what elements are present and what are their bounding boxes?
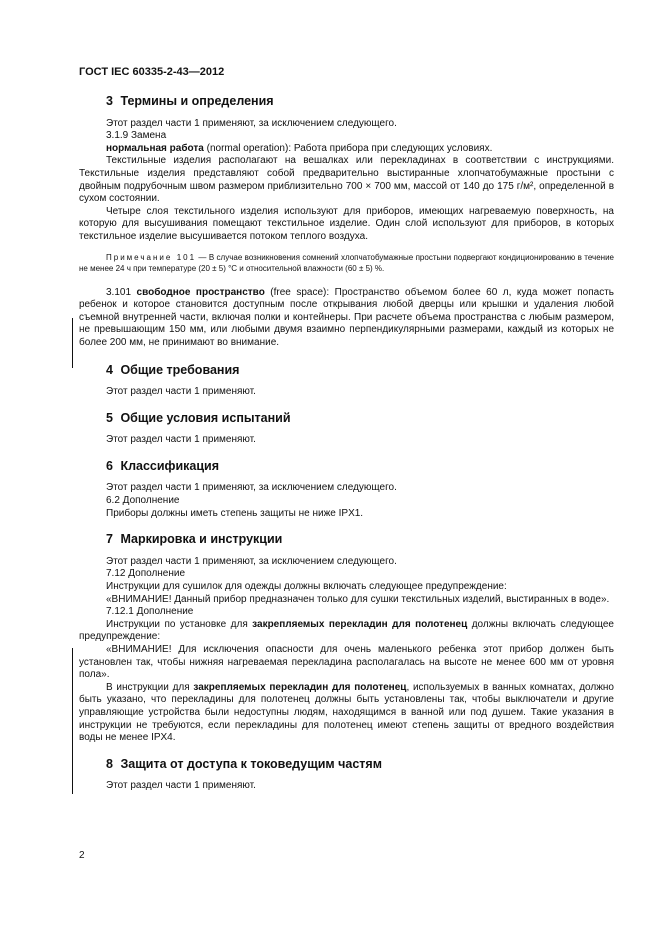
text-run: В инструкции для [106, 681, 194, 693]
section-4-body [79, 386, 614, 399]
section-number: 5 [106, 410, 113, 425]
definition-3-101 [79, 287, 614, 350]
paragraph: Текстильные изделия располагают на вешалках или перекладинах в соответствии с инструкциями. Текстильные изделия представляют собой предварительно выстиранные хлопчатобумажные простыни с двойным подрубочным швом размером приблизительно 700 × 700 мм, массой от 140 до 175 г/м², определенной в сухом состоянии. [79, 155, 614, 205]
page-number: 2 [79, 850, 85, 861]
section-6-body [79, 482, 614, 520]
section-title: Классификация [120, 458, 220, 473]
paragraph: Четыре слоя текстильного изделия используют для приборов, имеющих нагреваемую поверхность, на которую для высушивания помещают текстильное изделие. Один слой используют для приборов, в которых текстильное изделие высушивается потоком теплого воздуха. [79, 205, 614, 242]
paragraph: Этот раздел части 1 применяют, за исключением следующего. [106, 117, 397, 129]
section-title: Защита от доступа к токоведущим частям [120, 756, 382, 771]
subclause-heading: 6.2 Дополнение [106, 495, 180, 507]
section-number: 7 [106, 532, 113, 547]
paragraph: Этот раздел части 1 применяют. [106, 434, 256, 446]
term-text: (normal operation): Работа прибора при следующих условиях. [203, 142, 493, 154]
subclause-heading: 7.12.1 Дополнение [106, 606, 194, 618]
paragraph: Инструкции для сушилок для одежды должны включать следующее предупреждение: [106, 581, 507, 593]
change-bar [72, 648, 73, 794]
term-name: свободное пространство [136, 286, 265, 298]
paragraph: Этот раздел части 1 применяют. [106, 780, 256, 792]
paragraph: Приборы должны иметь степень защиты не ниже IPX1. [106, 507, 364, 519]
text-run: , используемых в ванных комнатах, должно быть указано, что перекладины для полотенец должны быть установлены так, чтобы выключатели и другие управляющие устройства были недоступны людям, находящимся в ванной или под душем. Такие указания в инструкции не требуются, если перекладины для полотенец имеют степень защиты от вредного воздействия воды не менее IPX4. [79, 681, 614, 744]
section-title: Маркировка и инструкции [120, 532, 283, 547]
paragraph: Этот раздел части 1 применяют, за исключением следующего. [106, 555, 397, 567]
clause-number: 3.101 [106, 286, 132, 298]
section-title: Общие требования [120, 362, 240, 377]
note-label: Примечание 101 [106, 252, 197, 262]
section-7-heading [79, 533, 614, 546]
subclause-heading: 7.12 Дополнение [106, 568, 186, 580]
section-title: Термины и определения [120, 94, 274, 108]
subclause-heading: 3.1.9 Замена [106, 130, 167, 142]
paragraph: Этот раздел части 1 применяют. [106, 386, 256, 398]
term-name: закрепляемых перекладин для полотенец [193, 681, 407, 693]
note [79, 252, 614, 274]
section-3-heading [79, 95, 614, 108]
section-8-body [79, 780, 614, 793]
section-title: Общие условия испытаний [120, 410, 291, 425]
section-number: 8 [106, 756, 113, 771]
section-number: 3 [106, 94, 113, 108]
change-bar [72, 318, 73, 368]
term-name: нормальная работа [106, 142, 204, 154]
warning-text: «ВНИМАНИЕ! Для исключения опасности для очень маленького ребенка этот прибор должен быть установлен так, чтобы нижняя нагреваемая перекладина располагалась на высоте не менее 600 мм от уровня пола». [79, 644, 614, 681]
text-run: должны включать следующее предупреждение: [79, 618, 614, 643]
section-number: 6 [106, 458, 113, 473]
section-7-body [79, 556, 614, 745]
note-text: — В случае возникновения сомнений хлопчатобумажные простыни подвергают кондиционированию в течение не менее 24 ч при температуре (20 ± 5) °С и относительной влажности (60 ± 5) %. [79, 252, 615, 273]
section-5-body [79, 434, 614, 447]
paragraph [79, 682, 614, 745]
document-body [79, 95, 614, 793]
paragraph [79, 619, 614, 644]
section-8-heading [79, 758, 614, 771]
term-definition [79, 143, 614, 156]
section-5-heading [79, 412, 614, 425]
section-4-heading [79, 364, 614, 377]
term-name: закрепляемых перекладин для полотенец [252, 618, 468, 630]
term-text: (free space): Пространство объемом более 60 л, куда может попасть ребенок и которое становится доступным после открывания любой дверцы или крышки и удаления любой съемной внутренней части, включая полки и контейнеры. При расчете объема пространства с любым размером, не превышающим 150 мм, или любыми двумя взаимно перпендикулярными размерами, каждый из которых не более 200 мм, не принимают во внимание. [79, 286, 614, 348]
section-3-body [79, 118, 614, 350]
paragraph: Этот раздел части 1 применяют, за исключением следующего. [106, 482, 397, 494]
section-6-heading [79, 460, 614, 473]
text-run: Инструкции по установке для [106, 618, 253, 630]
document-header: ГОСТ IEC 60335-2-43—2012 [79, 66, 225, 78]
warning-text: «ВНИМАНИЕ! Данный прибор предназначен только для сушки текстильных изделий, выстиранных в воде». [106, 593, 610, 605]
section-number: 4 [106, 362, 113, 377]
